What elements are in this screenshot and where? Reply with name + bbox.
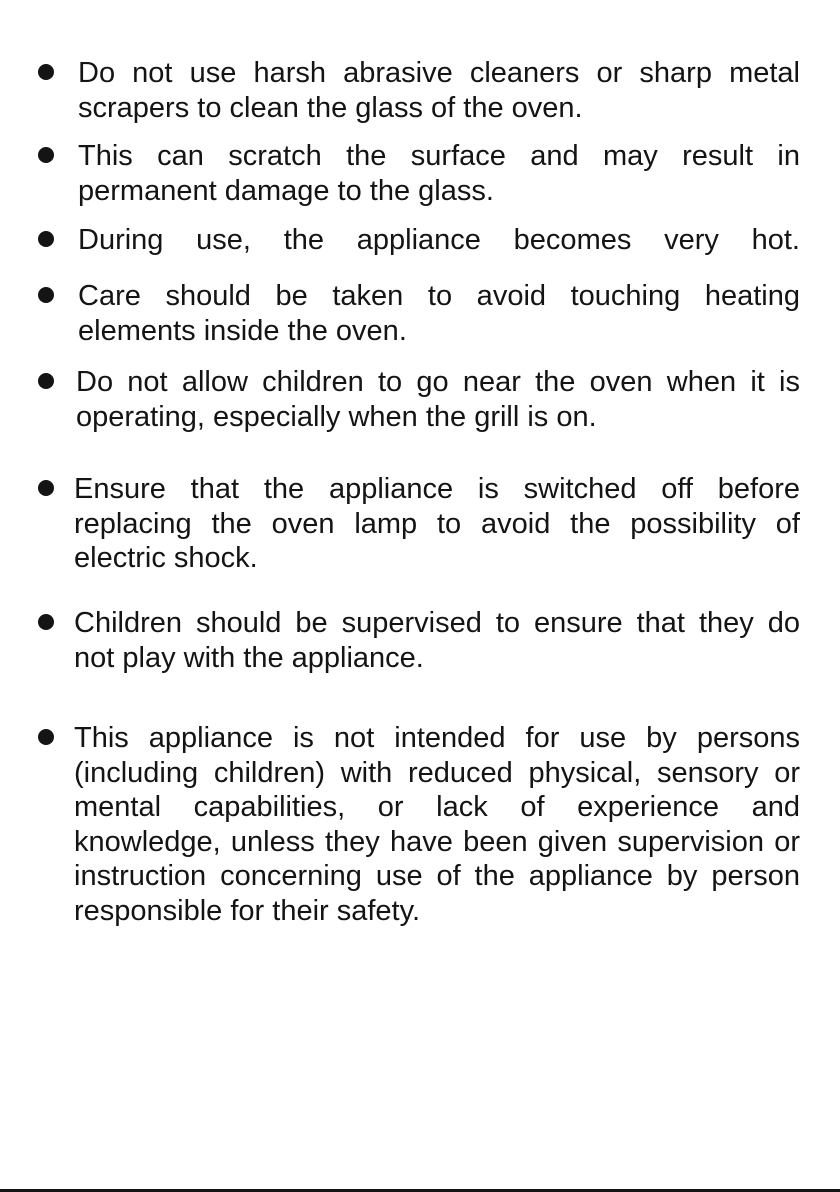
bullet-item-hot-appliance xyxy=(38,223,800,258)
bullet-dot-icon xyxy=(38,147,54,163)
bullet-text: This can scratch the surface and may result in permanent damage to the glass. xyxy=(78,140,800,207)
bullet-text: Do not use harsh abrasive cleaners or sharp metal scrapers to clean the glass of the oven. xyxy=(78,57,800,124)
bullet-item-abrasive-cleaners xyxy=(38,56,800,125)
bullet-dot-icon xyxy=(38,64,54,80)
bullet-dot-icon xyxy=(38,729,54,745)
bullet-item-reduced-capabilities xyxy=(38,721,800,929)
bullet-text: Do not allow children to go near the oven when it is operating, especially when the grill is on. xyxy=(76,366,800,433)
bullet-dot-icon xyxy=(38,480,54,496)
bullet-dot-icon xyxy=(38,373,54,389)
bullet-text: Ensure that the appliance is switched off before replacing the oven lamp to avoid the possibility of electric shock. xyxy=(74,473,800,575)
bullet-dot-icon xyxy=(38,287,54,303)
bullet-text: Care should be taken to avoid touching heating elements inside the oven. xyxy=(78,280,800,347)
bullet-item-oven-lamp xyxy=(38,472,800,576)
bullet-text: This appliance is not intended for use by persons (including children) with reduced physical, sensory or mental capabilities, or lack of experience and knowledge, unless they have been given supervision or instruction concerning use of the appliance by person responsible for their safety. xyxy=(74,722,800,927)
bullet-text: Children should be supervised to ensure that they do not play with the appliance. xyxy=(74,607,800,674)
bullet-dot-icon xyxy=(38,231,54,247)
bullet-item-children-near-oven xyxy=(38,365,800,434)
bullet-dot-icon xyxy=(38,614,54,630)
bullet-item-heating-elements xyxy=(38,279,800,348)
bullet-item-scratch-warning xyxy=(38,139,800,208)
bullet-item-children-supervision xyxy=(38,606,800,675)
bullet-text: During use, the appliance becomes very hot. xyxy=(78,224,800,256)
